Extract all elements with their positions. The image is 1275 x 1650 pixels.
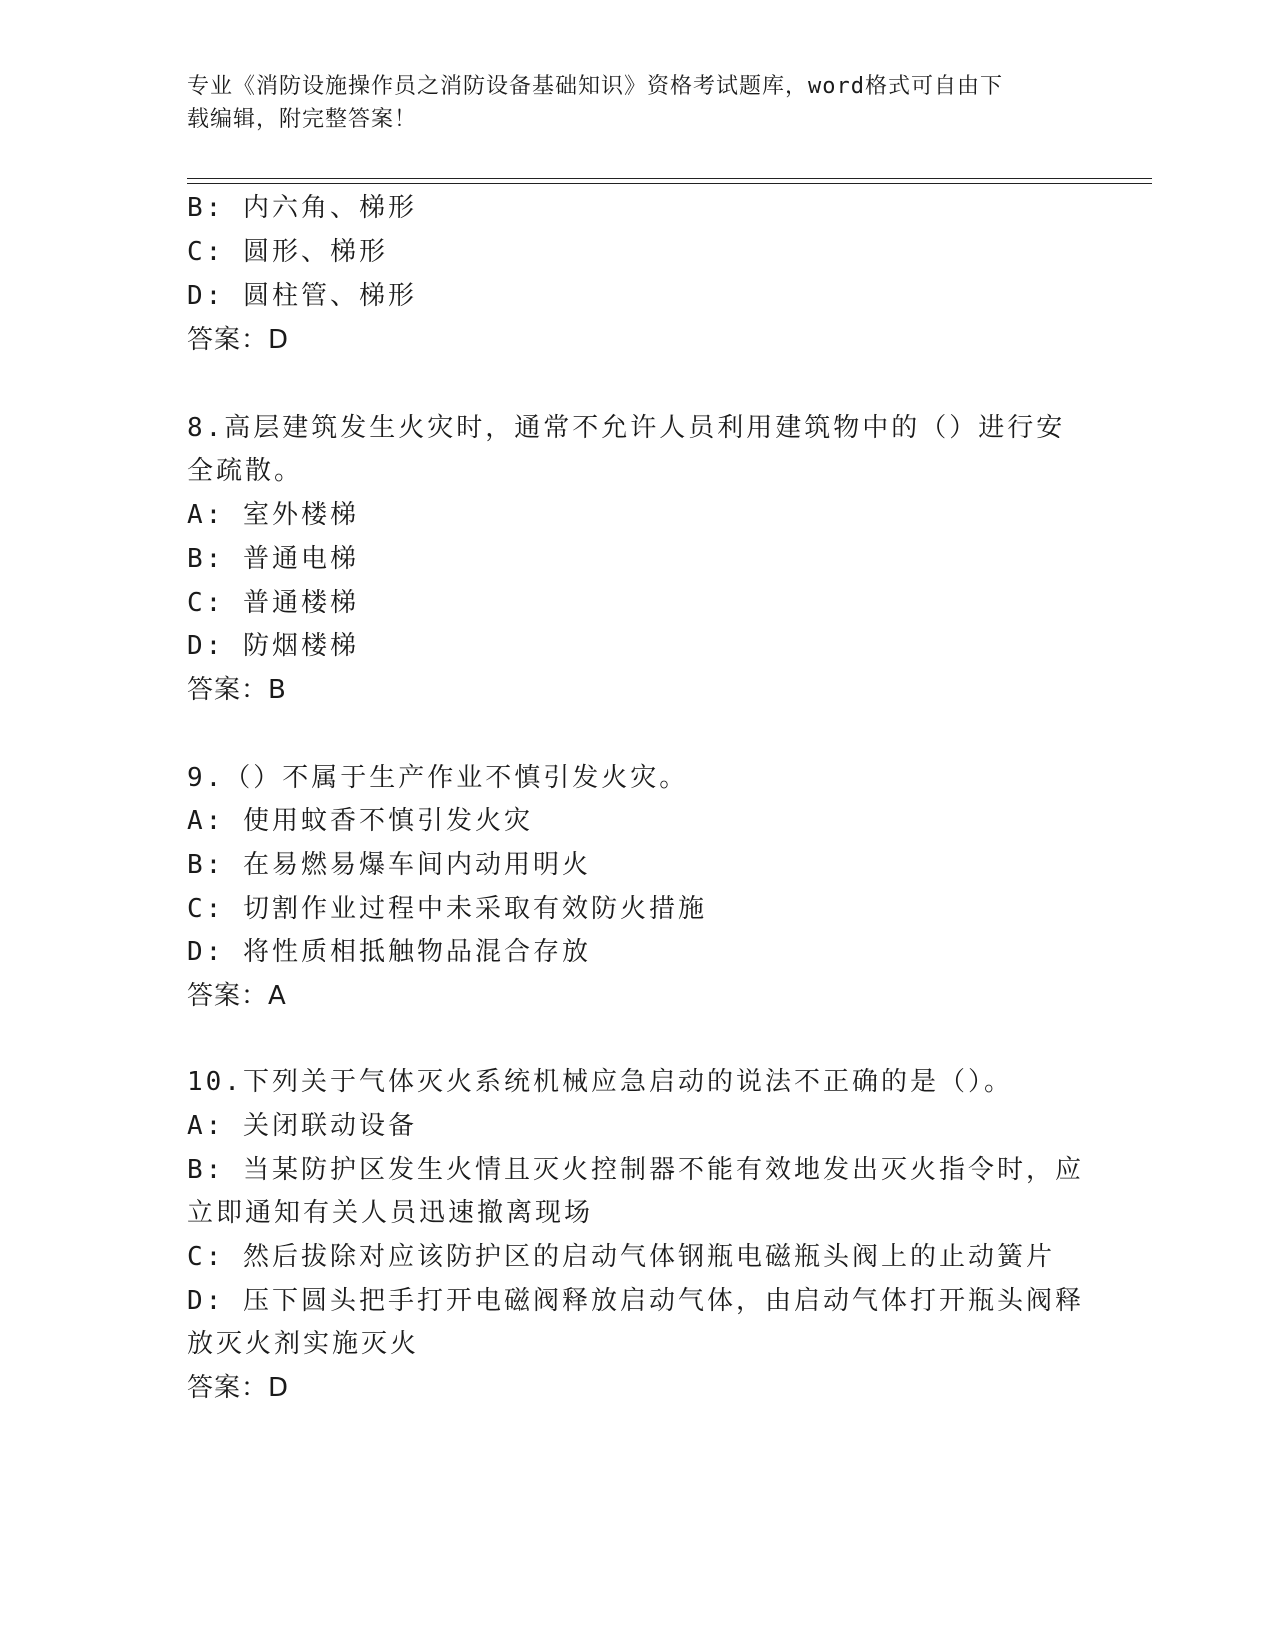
q7-option-b: B: 内六角、梯形 [187, 193, 417, 223]
q8-option-c: C: 普通楼梯 [187, 588, 359, 618]
q10-stem: 10.下列关于气体灭火系统机械应急启动的说法不正确的是（）。 [187, 1067, 1013, 1097]
q10-option-b-line-1: B: 当某防护区发生火情且灭火控制器不能有效地发出灭火指令时，应 [187, 1155, 1084, 1185]
q8-option-b: B: 普通电梯 [187, 544, 359, 574]
q9-option-a: A: 使用蚊香不慎引发火灾 [187, 806, 533, 836]
q7-option-c: C: 圆形、梯形 [187, 237, 388, 267]
q10-option-a: A: 关闭联动设备 [187, 1111, 417, 1141]
q9-stem: 9.（）不属于生产作业不慎引发火灾。 [187, 763, 689, 793]
header-divider-top [187, 178, 1152, 179]
document-header [187, 70, 1067, 136]
q10-option-d-line-2: 放灭火剂实施灭火 [187, 1329, 420, 1359]
q9-option-d: D: 将性质相抵触物品混合存放 [187, 937, 591, 967]
q8-option-d: D: 防烟楼梯 [187, 631, 359, 661]
q8-stem-line-1: 8.高层建筑发生火灾时，通常不允许人员利用建筑物中的（）进行安 [187, 413, 1066, 443]
q10-option-b-line-2: 立即通知有关人员迅速撤离现场 [187, 1198, 594, 1228]
header-line-2: 载编辑，附完整答案！ [187, 107, 418, 132]
q9-answer: 答案：A [187, 981, 287, 1011]
q8-stem-line-2: 全疏散。 [187, 456, 304, 486]
q10-answer: 答案：D [187, 1373, 290, 1403]
q8-answer: 答案：B [187, 675, 287, 705]
q10-option-d-line-1: D: 压下圆头把手打开电磁阀释放启动气体，由启动气体打开瓶头阀释 [187, 1286, 1084, 1316]
q8-option-a: A: 室外楼梯 [187, 500, 359, 530]
header-line-1: 专业《消防设施操作员之消防设备基础知识》资格考试题库，word格式可自由下 [187, 74, 1003, 99]
header-divider-bottom [187, 183, 1152, 184]
q7-answer: 答案：D [187, 325, 290, 355]
q7-option-d: D: 圆柱管、梯形 [187, 281, 417, 311]
q10-option-c: C: 然后拔除对应该防护区的启动气体钢瓶电磁瓶头阀上的止动簧片 [187, 1242, 1055, 1272]
q9-option-c: C: 切割作业过程中未采取有效防火措施 [187, 894, 707, 924]
q9-option-b: B: 在易燃易爆车间内动用明火 [187, 850, 591, 880]
